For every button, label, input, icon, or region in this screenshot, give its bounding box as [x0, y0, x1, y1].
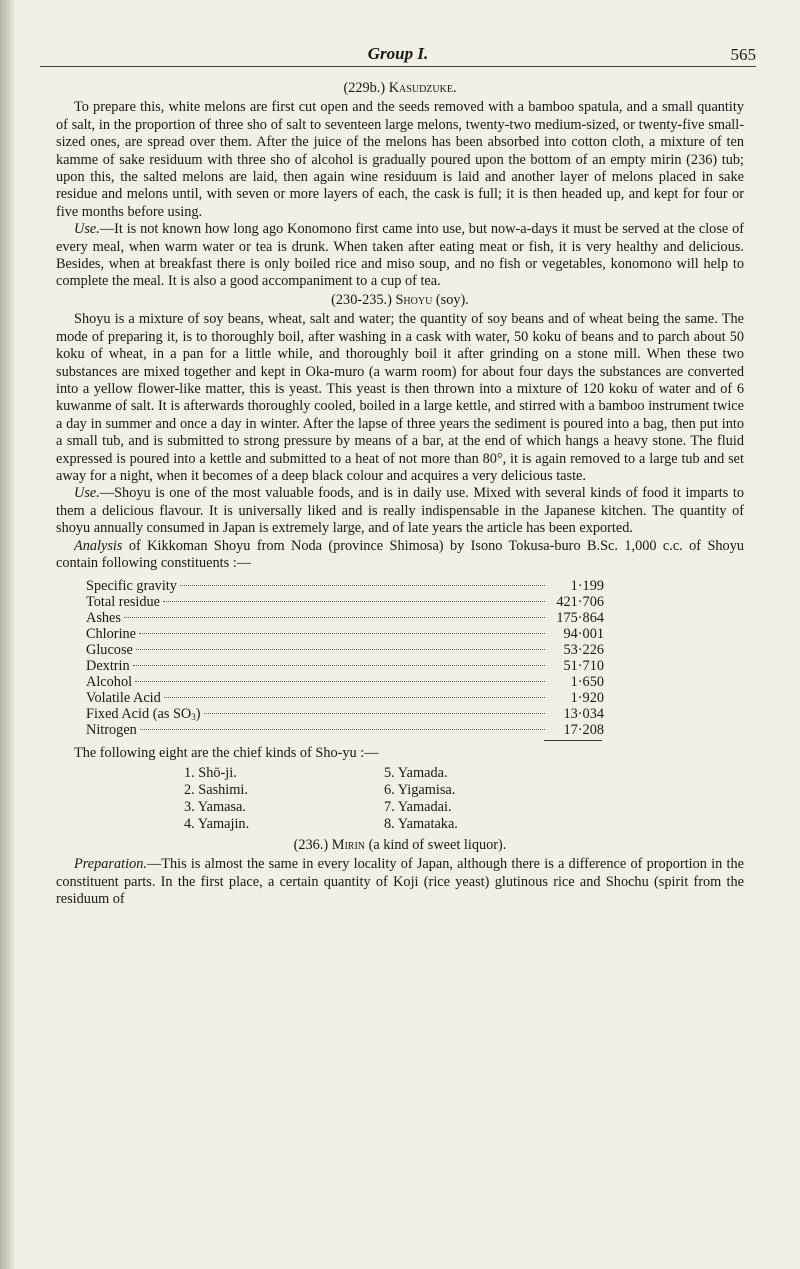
- constituent-name: Nitrogen: [86, 722, 137, 739]
- list-item: 8. Yamataka.: [384, 815, 458, 832]
- shoyu-kinds-list: [184, 765, 744, 833]
- paragraph-shoyu-preparation: Shoyu is a mixture of soy beans, wheat, salt and water; the quantity of soy beans and of wheat being the same. The mode of preparing it, is to thoroughly boil, after washing in a cask with water, 50 koku of beans and to parch about 50 koku of wheat, in a pan for a little while, and thoroughly boil it after grinding on a stone mill. When these two substances are mixed together and kept in Oka-muro (a warm room) for about four days the substances are converted into a yellow flower-like matter, this is yeast. This yeast is then thrown into a mixture of 120 koku of water and of 6 kuwanme of salt. It is afterwards thoroughly cooled, boiled in a large kettle, and stirred with a bamboo instrument twice a day in summer and once a day in winter. After the lapse of three years the sediment is poured into a bag, then put into a small tub, and is submitted to strong pressure by means of a bar, at the end of which hangs a heavy stone. The fluid expressed is poured into a kettle and submitted to a heat of not more than 80°, it is again removed to a large tub and set away for a night, when it becomes of a deep black colour and acquires a very delicious taste.: [56, 311, 744, 484]
- constituent-value: 51·710: [563, 658, 604, 675]
- use-lead: Use.: [74, 485, 100, 502]
- table-row: [86, 706, 604, 722]
- leader-dots: [180, 585, 545, 586]
- paragraph-shoyu-use: [56, 485, 744, 537]
- section-title-shoyu: [56, 292, 744, 309]
- subscript: 3: [191, 712, 196, 723]
- constituent-name: Chlorine: [86, 626, 137, 643]
- constituents-table: [86, 578, 604, 741]
- constituent-name-text: Fixed Acid (as SO: [86, 706, 192, 723]
- paragraph-kasudzuke-preparation: To prepare this, white melons are first cut open and the seeds removed with a bamboo spatula, and a small quantity of salt, in the proportion of three sho of salt to seventeen large melons, twenty-two medium-sized, or twenty-five small-sized ones, are spread over them. After the juice of the melons has been absorbed into cotton cloth, a mixture of ten kamme of sake residuum with three sho of alcohol is gradually poured upon the bottom of an empty mirin (236) tub; upon this, the salted melons are laid, then again wine residuum is laid and another layer of melons placed in sake residue and melons until, with seven or more layers of each, the cask is full; it is then headed up, and kept for four or five months before using.: [56, 99, 744, 220]
- section-number: (229b.): [343, 80, 386, 96]
- table-row: [86, 594, 604, 610]
- use-text: —Shoyu is one of the most valuable foods, and is in daily use. Mixed with several kinds of food it imparts to them a delicious flavour. It is universally liked and is really indispensable in the Japanese kitchen. The quantity of shoyu annually consumed in Japan is extremely large, and of late years the article has been exported.: [56, 485, 744, 537]
- closing-paren: ): [195, 706, 201, 723]
- table-row: [86, 578, 604, 594]
- constituent-value: 1·650: [570, 674, 604, 691]
- use-lead: Use.: [74, 221, 100, 238]
- leader-dots: [133, 665, 545, 666]
- preparation-text: —This is almost the same in every locality of Japan, although there is a difference of proportion in the constituent parts. In the first place, a certain quantity of Koji (rice yeast) glutinous rice and Shochu (spirit from the residuum of: [56, 856, 744, 907]
- running-head: Group I.: [367, 44, 429, 63]
- list-item: 4. Yamajin.: [184, 815, 250, 832]
- list-item: 7. Yamadai.: [384, 798, 452, 815]
- list-item: 2. Sashimi.: [184, 781, 248, 798]
- leader-dots: [163, 601, 545, 602]
- page-number: 565: [730, 45, 756, 64]
- use-text: —It is not known how long ago Konomono first came into use, but now-a-days it must be served at the close of every meal, when warm water or tea is drunk. When taken after eating meat or fish, it is very healthy and delicious. Besides, when at breakfast there is only boiled rice and miso soup, and no fish or vegetables, konomono will help to complete the meal. It is also a good accompaniment to a cup of tea.: [56, 221, 744, 290]
- constituent-name: Total residue: [86, 594, 161, 611]
- analysis-lead: Analysis: [74, 537, 123, 554]
- section-number: (236.): [293, 836, 329, 853]
- constituent-value: 94·001: [563, 626, 604, 643]
- paragraph-kinds-intro: The following eight are the chief kinds of Sho-yu :—: [74, 745, 379, 762]
- table-row: [86, 642, 604, 658]
- leader-dots: [136, 649, 545, 650]
- constituent-value: 53·226: [563, 642, 604, 659]
- page-header: [40, 44, 756, 67]
- table-row: [86, 674, 604, 690]
- list-item: 3. Yamasa.: [184, 798, 246, 815]
- leader-dots: [204, 713, 545, 714]
- paragraph-shoyu-analysis: [56, 538, 744, 573]
- constituent-name: Specific gravity: [86, 578, 177, 595]
- leader-dots: [139, 633, 545, 634]
- constituent-value: 175·864: [556, 610, 604, 627]
- leader-dots: [140, 729, 545, 730]
- constituent-value: 1·199: [570, 578, 604, 595]
- section-name: Mirin: [331, 836, 366, 853]
- constituent-name: Glucose: [86, 642, 133, 659]
- list-item: 6. Yigamisa.: [384, 781, 456, 798]
- section-name: Kasudzuke.: [388, 80, 457, 96]
- leader-dots: [164, 697, 545, 698]
- section-name: Shoyu: [395, 291, 433, 308]
- paragraph-mirin-preparation: [56, 856, 744, 908]
- constituent-value: 1·920: [570, 690, 604, 707]
- constituent-name: Volatile Acid: [86, 690, 161, 707]
- section-title-kasudzuke: [56, 80, 744, 97]
- page-body: [56, 80, 744, 908]
- analysis-text: of Kikkoman Shoyu from Noda (province Shimosa) by Isono Tokusa-buro B.Sc. 1,000 c.c. of Shoyu contain following constituents :—: [56, 537, 744, 571]
- leader-dots: [124, 617, 545, 618]
- constituent-name: Dextrin: [86, 658, 130, 675]
- table-row: [86, 658, 604, 674]
- leader-dots: [135, 681, 545, 682]
- list-item: 1. Shō-ji.: [184, 764, 237, 781]
- table-underline: [544, 740, 602, 741]
- table-row: [86, 626, 604, 642]
- section-suffix: (a kind of sweet liquor).: [368, 836, 507, 853]
- table-row: [86, 610, 604, 626]
- preparation-lead: Preparation.: [74, 856, 147, 873]
- section-suffix: (soy).: [435, 291, 469, 308]
- constituent-value: 421·706: [556, 594, 604, 611]
- constituent-name: Alcohol: [86, 674, 133, 691]
- section-title-mirin: [56, 837, 744, 854]
- constituent-value: 17·208: [563, 722, 604, 739]
- constituent-name: Ashes: [86, 610, 121, 627]
- constituent-value: 13·034: [563, 706, 604, 723]
- list-item: 5. Yamada.: [384, 764, 448, 781]
- table-row: [86, 690, 604, 706]
- book-spine-shadow: [0, 0, 16, 1269]
- section-number: (230-235.): [331, 291, 392, 308]
- paragraph-kasudzuke-use: [56, 221, 744, 291]
